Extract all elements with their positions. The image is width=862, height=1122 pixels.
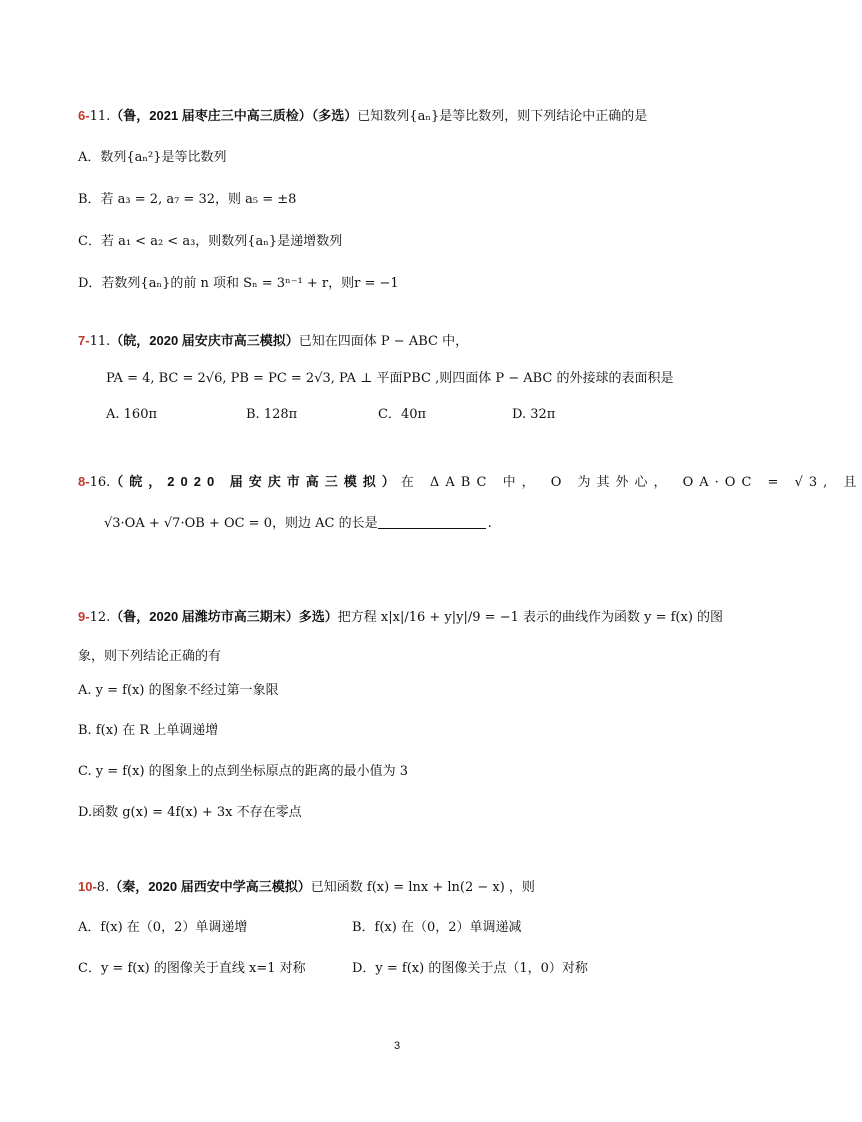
question-9-source: （鲁，2020 届潍坊市高三期末）多选）	[110, 609, 338, 624]
question-10-source: （秦，2020 届西安中学高三模拟）	[109, 879, 311, 894]
question-6-stem: 已知数列{aₙ}是等比数列，则下列结论中正确的是	[357, 109, 648, 124]
question-8-header	[78, 472, 862, 493]
question-7-source: （皖，2020 届安庆市高三模拟）	[110, 333, 299, 348]
question-8-period: .	[487, 516, 492, 531]
question-7-number: 7-	[78, 333, 90, 348]
question-9-stem: 把方程 x|x|/16 + y|y|/9 = −1 表示的曲线作为函数 y = f(x) 的图	[337, 610, 724, 625]
question-8-source: （皖，2020 届安庆市高三模拟）	[110, 474, 401, 489]
question-7-option-b: B. 128π	[246, 407, 298, 422]
question-9-stem-line2: 象，则下列结论正确的有	[78, 649, 222, 664]
question-6-option-d: D．若数列{aₙ}的前 n 项和 Sₙ = 3ⁿ⁻¹ + r，则r = −1	[78, 276, 399, 291]
question-10-option-a: A．f(x) 在（0，2）单调递增	[78, 920, 248, 935]
question-6-id: 11.	[89, 109, 111, 124]
question-9-option-c: C. y = f(x) 的图象上的点到坐标原点的距离的最小值为 3	[78, 764, 409, 779]
question-7-option-c: C．40π	[378, 407, 427, 422]
question-10-option-b: B．f(x) 在（0，2）单调递减	[352, 920, 522, 935]
question-7-stem-line2: PA = 4, BC = 2√6, PB = PC = 2√3, PA ⊥ 平面PBC ,则四面体 P − ABC 的外接球的表面积是	[106, 371, 674, 386]
question-10-option-c: C．y = f(x) 的图像关于直线 x=1 对称	[78, 961, 306, 976]
question-7-option-d: D. 32π	[512, 407, 556, 422]
question-9-number: 9-	[78, 609, 90, 624]
page-number: 3	[393, 1040, 401, 1052]
question-8-stem-line2	[104, 514, 492, 534]
question-10-stem: 已知函数 f(x) = lnx + ln(2 − x) ，则	[310, 880, 535, 895]
question-7-header	[78, 331, 468, 352]
question-6-option-b: B．若 a₃ = 2, a₇ = 32，则 a₅ = ±8	[78, 192, 297, 207]
question-7-option-a: A. 160π	[106, 407, 158, 422]
question-9-option-a: A. y = f(x) 的图象不经过第一象限	[78, 683, 279, 698]
question-9-option-b: B. f(x) 在 R 上单调递增	[78, 723, 219, 738]
question-6-number: 6-	[78, 108, 90, 123]
question-9-header	[78, 607, 723, 628]
question-8-stem: 在 ΔABC 中， O 为其外心， OA·OC = √3, 且	[400, 475, 862, 490]
question-10-number: 10-	[78, 879, 97, 894]
question-6-source: （鲁，2021 届枣庄三中高三质检）（多选）	[110, 108, 358, 123]
question-9-option-d: D.函数 g(x) = 4f(x) + 3x 不存在零点	[78, 805, 302, 820]
question-8-number: 8-	[78, 474, 90, 489]
answer-blank	[378, 514, 486, 529]
question-10-id: 8.	[96, 880, 110, 895]
question-7-stem: 已知在四面体 P − ABC 中，	[298, 334, 469, 349]
question-8-equation: √3·OA + √7·OB + OC = 0，则边 AC 的长是	[104, 516, 378, 531]
question-6-option-a: A．数列{aₙ²}是等比数列	[78, 150, 227, 165]
question-7-id: 11.	[89, 334, 111, 349]
question-10-header	[78, 877, 535, 898]
question-8-id: 16.	[89, 475, 111, 490]
question-6-header	[78, 106, 647, 127]
question-9-id: 12.	[89, 610, 111, 625]
question-10-option-d: D．y = f(x) 的图像关于点（1，0）对称	[352, 961, 588, 976]
question-6-option-c: C．若 a₁ < a₂ < a₃，则数列{aₙ}是递增数列	[78, 234, 343, 249]
